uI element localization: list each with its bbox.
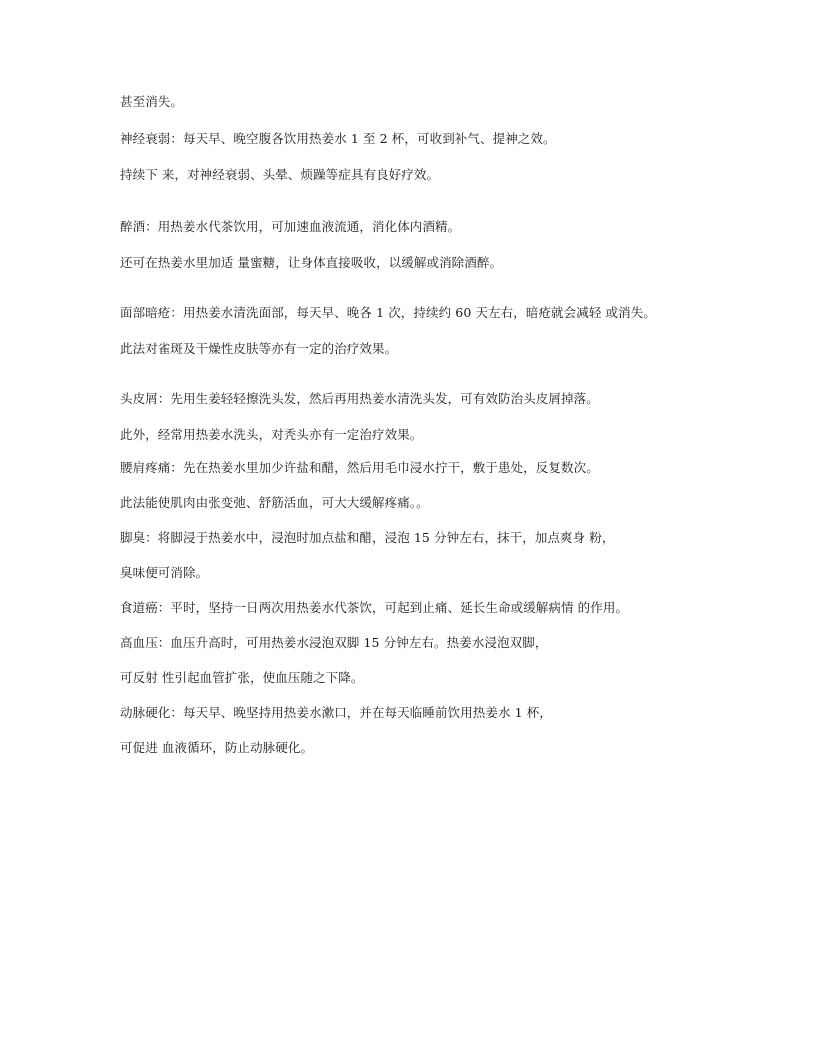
text-line: 面部暗疮：用热姜水清洗面部，每天早、晚各 1 次，持续约 60 天左右，暗疮就会减轻 或消失。 <box>120 305 656 320</box>
text-line: 神经衰弱：每天早、晚空腹各饮用热姜水 1 至 2 杯，可收到补气、提神之效。 <box>120 131 556 146</box>
text-line: 脚臭：将脚浸于热姜水中，浸泡时加点盐和醋，浸泡 15 分钟左右，抹干，加点爽身 粉， <box>120 530 615 545</box>
text-line: 腰肩疼痛：先在热姜水里加少许盐和醋，然后用毛巾浸水拧干，敷于患处，反复数次。 <box>120 460 599 475</box>
text-line: 此法能使肌肉由张变弛、舒筋活血，可大大缓解疼痛。。 <box>120 495 429 510</box>
text-line: 食道癌：平时，坚持一日两次用热姜水代茶饮，可起到止痛、延长生命或缓解病情 的作用。 <box>120 600 629 615</box>
text-line: 头皮屑：先用生姜轻轻擦洗头发，然后再用热姜水清洗头发，可有效防治头皮屑掉落。 <box>120 391 599 406</box>
text-line: 臭味便可消除。 <box>120 565 209 580</box>
text-line: 此外，经常用热姜水洗头，对秃头亦有一定治疗效果。 <box>120 427 423 442</box>
text-line: 可反射 性引起血管扩张，使血压随之下降。 <box>120 670 364 685</box>
text-line: 可促进 血液循环，防止动脉硬化。 <box>120 740 314 755</box>
text-line: 甚至消失。 <box>120 94 184 109</box>
text-line: 持续下 来，对神经衰弱、头晕、烦躁等症具有良好疗效。 <box>120 167 440 182</box>
text-line: 还可在热姜水里加适 量蜜糖，让身体直接吸收，以缓解或消除酒醉。 <box>120 255 503 270</box>
text-line: 高血压：血压升高时，可用热姜水浸泡双脚 15 分钟左右。热姜水浸泡双脚， <box>120 635 548 650</box>
text-line: 此法对雀斑及干燥性皮肤等亦有一定的治疗效果。 <box>120 341 398 356</box>
text-line: 动脉硬化：每天早、晚坚持用热姜水漱口，并在每天临睡前饮用热姜水 1 杯， <box>120 705 553 720</box>
text-line: 醉酒：用热姜水代茶饮用，可加速血液流通，消化体内酒精。 <box>120 219 461 234</box>
